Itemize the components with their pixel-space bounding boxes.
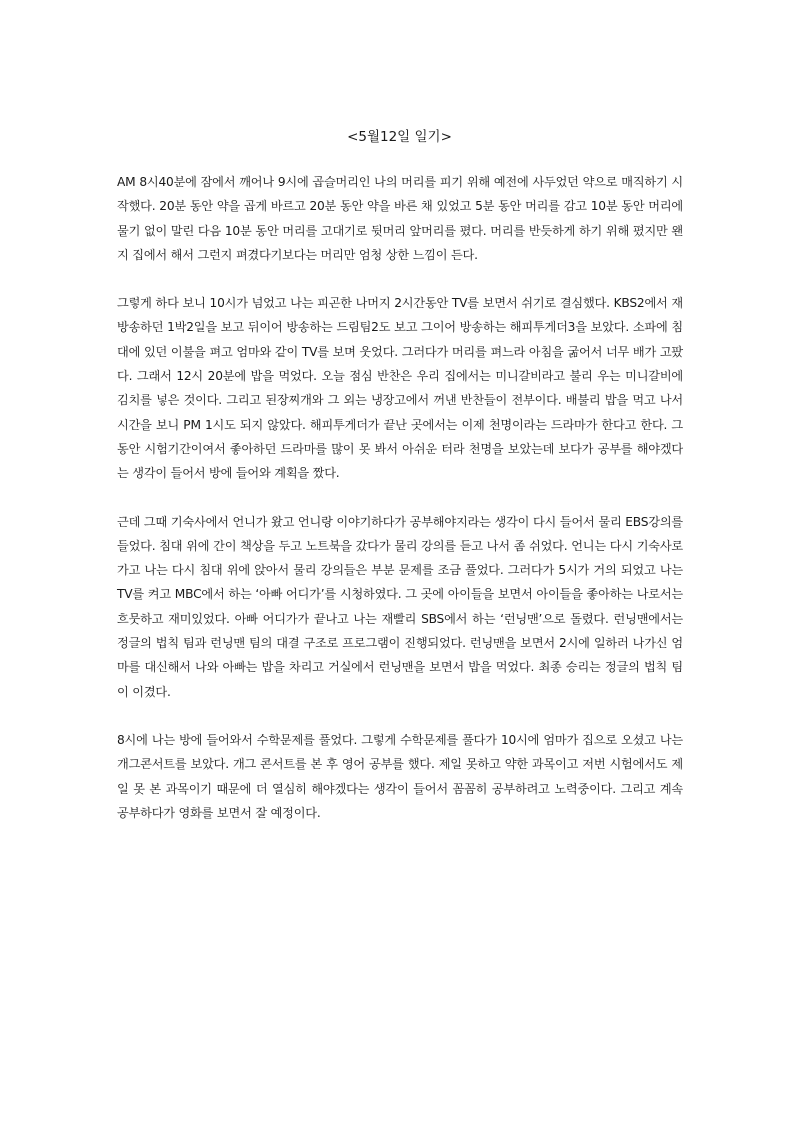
paragraph-morning: AM 8시40분에 잠에서 깨어나 9시에 곱슬머리인 나의 머리를 피기 위해 예전에 사두었던 약으로 매직하기 시작했다. 20분 동안 약을 곱게 바르고 20분 동안 약을 바른 채 있었고 5분 동안 머리를 감고 10분 동안 머리에 물기 없이 말린 다음 10분 동안 머리를 고대기로 뒷머리 앞머리를 폈다. 머리를 반듯하게 하기 위해 폈지만 왠지 집에서 해서 그런지 펴겼다기보다는 머리만 엄청 상한 느낌이 든다. — [117, 175, 683, 262]
diary-title: <5월12일 일기> — [347, 129, 452, 145]
paragraph-tv-lunch: 그렇게 하다 보니 10시가 넘었고 나는 피곤한 나머지 2시간동안 TV를 보면서 쉬기로 결심했다. KBS2에서 재방송하던 1박2일을 보고 뒤이어 방송하는 드림팀2도 보고 그이어 방송하는 해피투게더3을 보았다. 소파에 침대에 있던 이불을 펴고 엄마와 같이 TV를 보며 웃었다. 그러다가 머리를 펴느라 아침을 굶어서 너무 배가 고팠다. 그래서 12시 20분에 밥을 먹었다. 오늘 점심 반찬은 우리 집에서는 미니갈비라고 불리 우는 미니갈비에 김치를 넣은 것이다. 그리고 된장찌개와 그 외는 냉장고에서 꺼낸 반찬들이 전부이다. 배불리 밥을 먹고 나서 시간을 보니 PM 1시도 되지 않았다. 해피투게더가 끝난 곳에서는 이제 천명이라는 드라마가 한다고 한다. 그동안 시험기간이여서 좋아하던 드라마를 많이 못 봐서 아쉬운 터라 천명을 보았는데 보다가 공부를 해야겠다는 생각이 들어서 방에 들어와 계획을 짰다. — [117, 296, 683, 481]
paragraph-afternoon: 근데 그때 기숙사에서 언니가 왔고 언니랑 이야기하다가 공부해야지라는 생각이 다시 들어서 물리 EBS강의를 들었다. 침대 위에 간이 책상을 두고 노트북을 갔다가 물리 강의를 듣고 나서 좀 쉬었다. 언니는 다시 기숙사로 가고 나는 다시 침대 위에 앉아서 물리 강의들은 부분 문제를 조금 풀었다. 그러다가 5시가 거의 되었고 나는 TV를 켜고 MBC에서 하는 ‘아빠 어디가’를 시청하였다. 그 곳에 아이들을 보면서 아이들을 좋아하는 나로서는 흐뭇하고 재미있었다. 아빠 어디가가 끝나고 나는 재빨리 SBS에서 하는 ‘런닝맨’으로 돌렸다. 런닝맨에서는 정글의 법칙 팀과 런닝맨 팀의 대결 구조로 프로그램이 진행되었다. 런닝맨을 보면서 2시에 일하러 나가신 엄마를 대신해서 나와 아빠는 밥을 차리고 거실에서 런닝맨을 보면서 밥을 먹었다. 최종 승리는 정글의 법칙 팀이 이겼다. — [117, 514, 683, 699]
paragraph-evening: 8시에 나는 방에 들어와서 수학문제를 풀었다. 그렇게 수학문제를 풀다가 10시에 엄마가 집으로 오셨고 나는 개그콘서트를 보았다. 개그 콘서트를 본 후 영어 공부를 했다. 제일 못하고 약한 과목이고 저번 시험에서도 제일 못 본 과목이기 때문에 더 열심히 해야겠다는 생각이 들어서 꼼꼼히 공부하려고 노력중이다. 그리고 계속 공부하다가 영화를 보면서 잘 예정이다. — [117, 732, 683, 820]
diary-body — [117, 170, 683, 849]
